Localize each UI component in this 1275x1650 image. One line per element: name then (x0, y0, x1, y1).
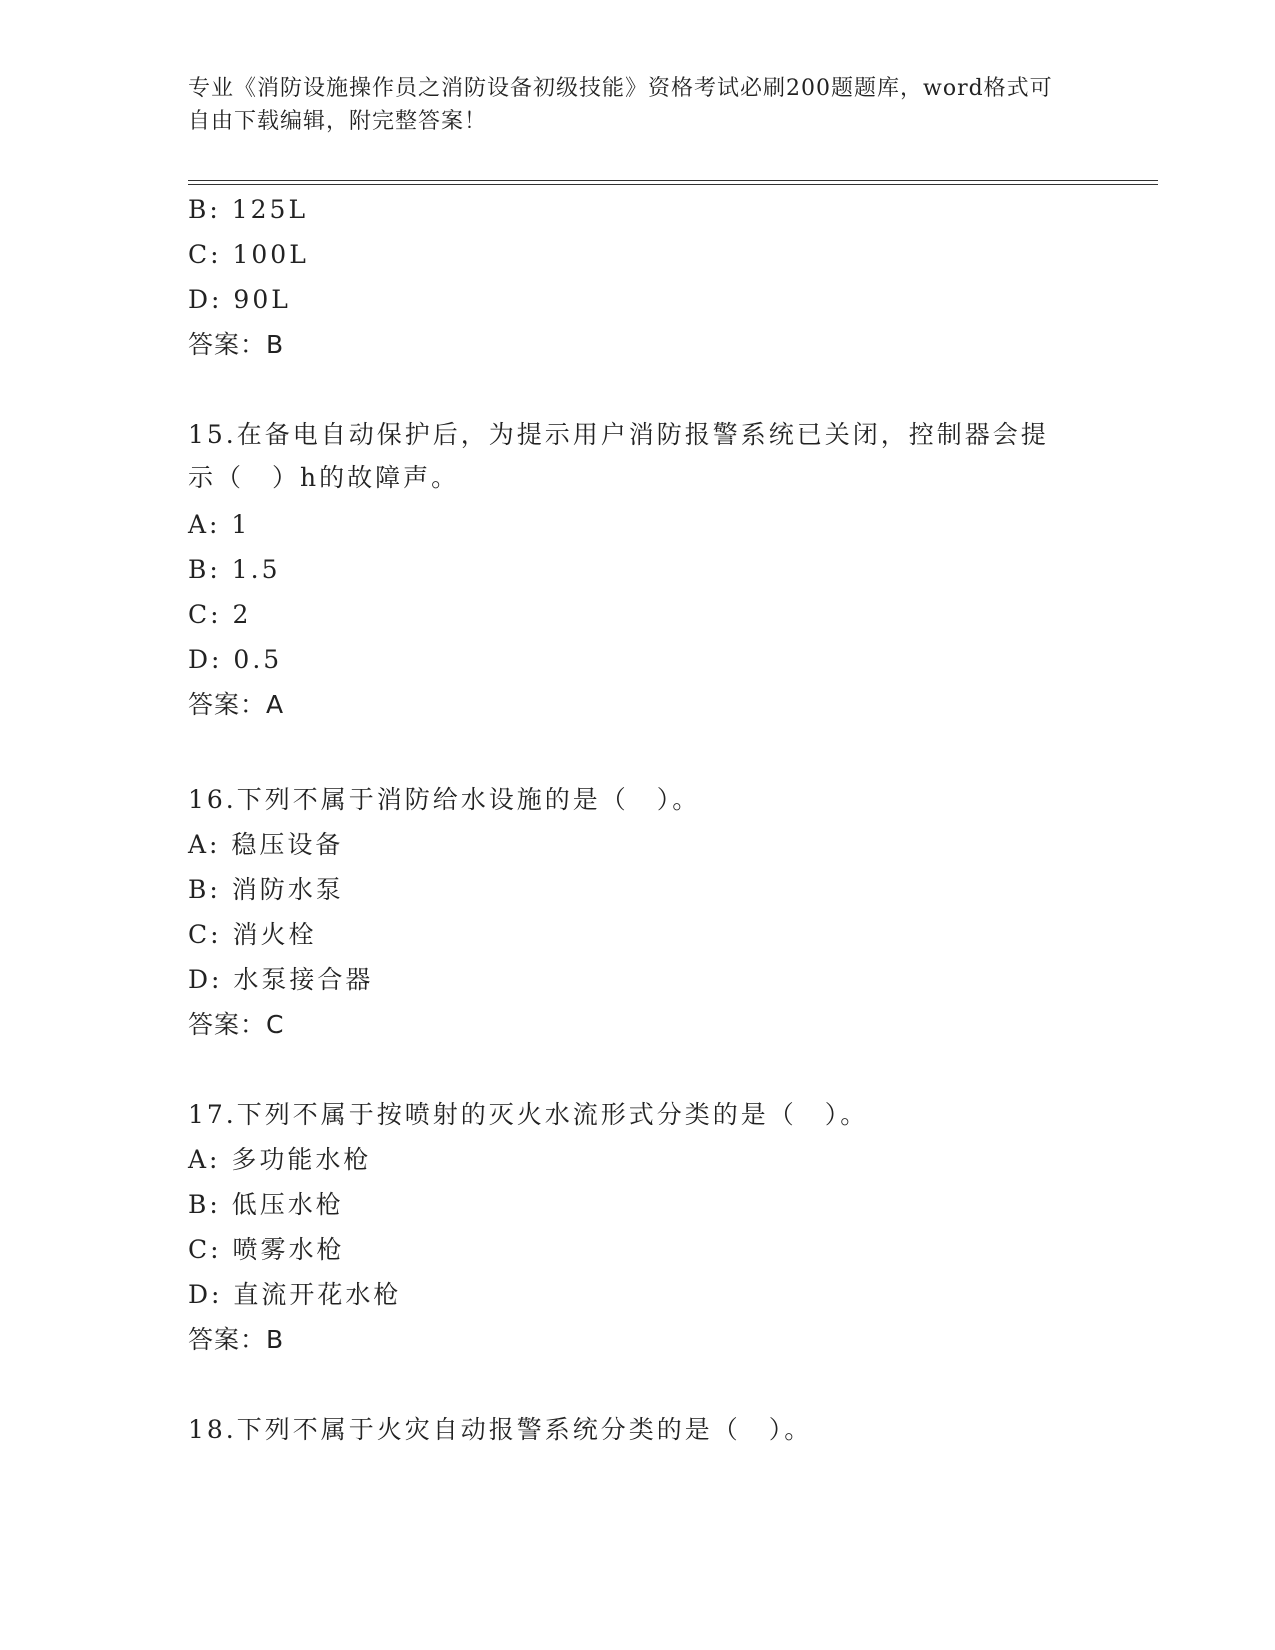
question-15-option-d: D: 0.5 (188, 645, 283, 674)
question-18-stem: 18.下列不属于火灾自动报警系统分类的是（ ）。 (188, 1415, 813, 1444)
question-15-option-b: B: 1.5 (188, 555, 281, 584)
option-d: D: 90L (188, 285, 291, 314)
answer-line: 答案：B (188, 330, 285, 359)
question-15-option-c: C: 2 (188, 600, 252, 629)
question-16-stem: 16.下列不属于消防给水设施的是（ ）。 (188, 785, 701, 814)
question-17-option-c: C: 喷雾水枪 (188, 1235, 345, 1264)
document-header: 专业《消防设施操作员之消防设备初级技能》资格考试必刷200题题库，word格式可自由下载编辑，附完整答案！ (188, 76, 1053, 134)
header-divider-top (188, 180, 1158, 181)
question-15-answer: 答案：A (188, 690, 285, 719)
question-16-option-c: C: 消火栓 (188, 920, 317, 949)
question-16-answer: 答案：C (188, 1010, 285, 1039)
question-17-option-d: D: 直流开花水枪 (188, 1280, 402, 1309)
question-17-option-b: B: 低压水枪 (188, 1190, 344, 1219)
question-15-stem: 15.在备电自动保护后，为提示用户消防报警系统已关闭，控制器会提 (188, 420, 1049, 449)
question-15-option-a: A: 1 (188, 510, 251, 539)
question-16-option-d: D: 水泵接合器 (188, 965, 374, 994)
question-17-option-a: A: 多功能水枪 (188, 1145, 372, 1174)
question-16-option-b: B: 消防水泵 (188, 875, 344, 904)
question-15-stem-cont: 示（ ）h的故障声。 (188, 463, 460, 492)
question-16-option-a: A: 稳压设备 (188, 830, 344, 859)
header-divider-bottom (188, 184, 1158, 185)
option-c: C: 100L (188, 240, 309, 269)
question-17-answer: 答案：B (188, 1325, 285, 1354)
option-b: B: 125L (188, 195, 309, 224)
question-17-stem: 17.下列不属于按喷射的灭火水流形式分类的是（ ）。 (188, 1100, 869, 1129)
